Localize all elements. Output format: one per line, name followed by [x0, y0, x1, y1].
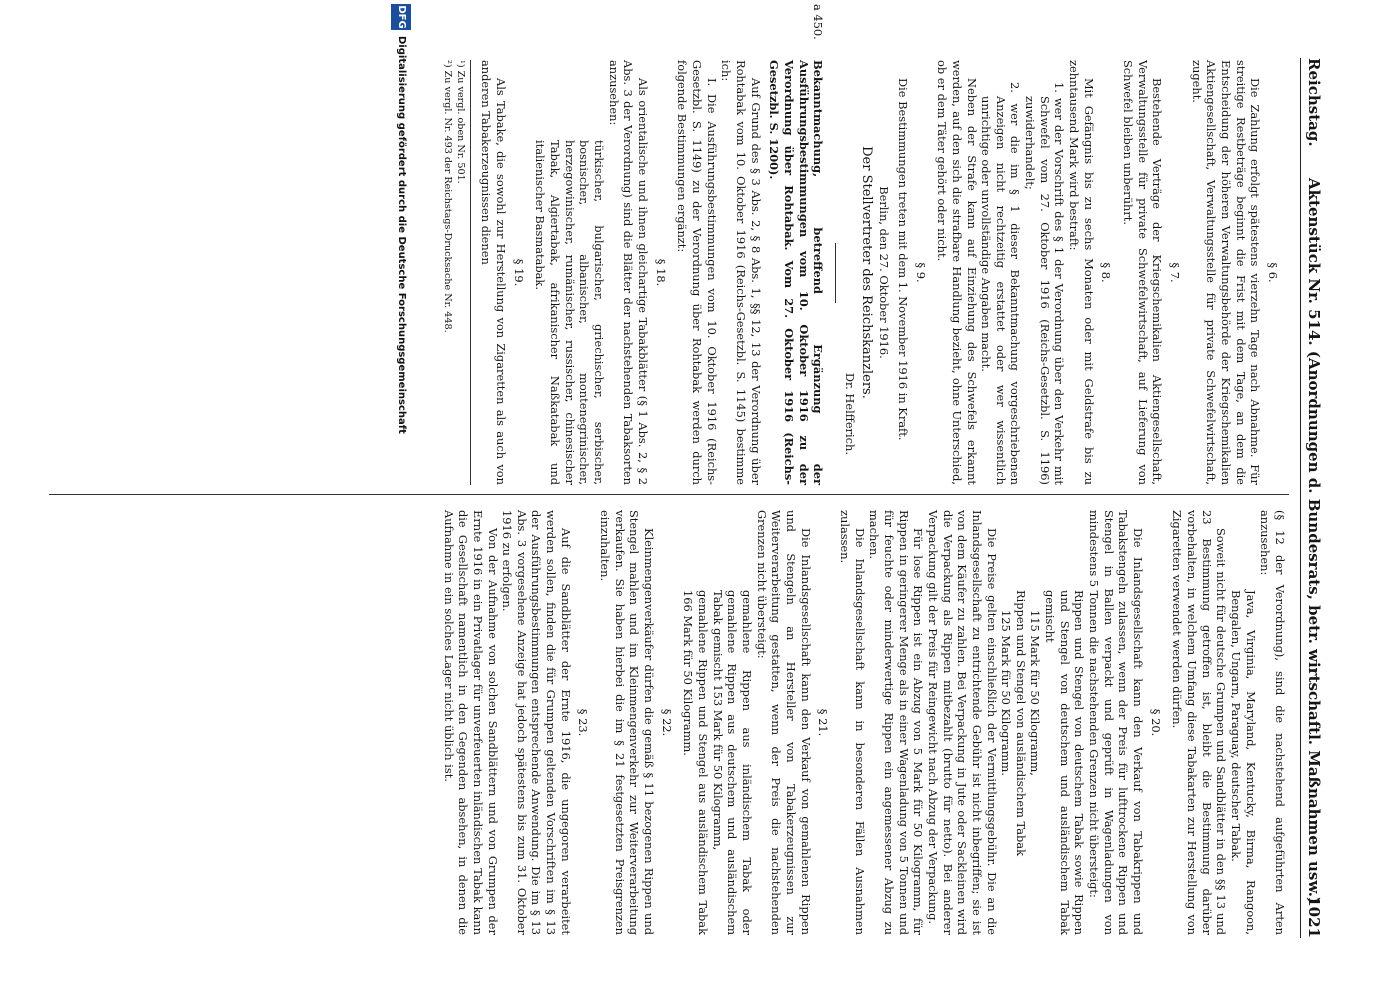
page-header [1300, 58, 1325, 938]
section-20-title: § 20. [1148, 708, 1163, 737]
footnotes [441, 60, 471, 485]
column-divider [49, 494, 1289, 495]
section-22-title: § 22. [659, 708, 674, 737]
section-18-title: § 18. [653, 258, 668, 287]
announcement-part-1: I. Die Ausführungsbestimmungen vom 10. Oktober 1916 (Reichs-Gesetzbl. S. 1149) zu der Verordnung über Rohtabak werden durch folgende Bestimmungen ergänzt: [675, 60, 719, 485]
separator-line [835, 243, 836, 303]
section-21-item-b: gemahlene Rippen und Stengel aus ausländischem Tabak 166 Mark für 50 Kilogramm. [681, 590, 711, 935]
section-19-title: § 19. [511, 258, 526, 287]
section-18-list: türkischer, bulgarischer, griechischer, serbischer, bosnischer, albanischer, montenegrinischer, herzegowinischer, rumänischer, russischer, chinesischer Tabak, Algiertabak, afrikanischer Naßkatabak und italienischer Basmatabak. [533, 140, 607, 485]
section-7-text: Bestehende Verträge der Kriegschemikalien Aktiengesellschaft, Verwaltungsstelle für private Schwefelwirtschaft, auf Lieferung von Schwefel bleiben unberührt. [1121, 60, 1165, 485]
section-21-title: § 21. [816, 708, 831, 737]
header-title: Aktenstück Nr. 514. (Anordnungen d. Bundesrats, betr. wirtschaftl. Maßnahmen usw.) [1305, 178, 1323, 905]
dfg-logo: DFG [391, 4, 411, 30]
announcement-number: a 450. [811, 4, 826, 40]
right-column [441, 510, 1287, 935]
footnote-1: ¹) Zu vergl. oben Nr. 501. [454, 60, 466, 184]
section-20-price-a: 115 Mark für 50 Kilogramm, [1028, 610, 1043, 776]
section-8-text-2: Neben der Strafe kann auf Einziehung des Schwefels erkannt werden, auf den sich die strafbare Handlung bezieht, ohne Unterschied, ob er dem Täter gehört oder nicht. [935, 60, 979, 485]
section-8-item-1: 1. wer der Vorschrift des § 1 der Verordnung über den Verkehr mit Schwefel vom 27. Oktober 1916 (Reichs-Gesetzbl. S. 1196) zuwiderhandelt; [1023, 82, 1067, 485]
section-20-text-2: Die Preise gelten einschließlich der Vermittlungsgebühr. Die an die Inlandsgesellschaft zu entrichtende Gebühr ist nicht inbegriffen; sie ist von dem Käufer zu zahlen. Bei Verpackung in Jute oder Sackleinen wird die Verpackung als Rippen mitbezahlt (brutto für netto). Bei anderer Verpackung gilt der Preis für Reingewicht nach Abzug der Verpackung. [925, 510, 999, 935]
section-9-title: § 9. [913, 262, 928, 283]
signer-title: Der Stellvertreter des Reichskanzlers. [858, 146, 874, 399]
dfg-footer [383, 0, 415, 1000]
dfg-credit-text: Digitalisierung gefördert durch die Deutsche Forschungsgemeinschaft [396, 36, 407, 434]
section-21-item-a: gemahlene Rippen aus inländischem Tabak oder gemahlene Rippen aus deutschem und ausländischem Tabak gemischt 153 Mark für 50 Kilogramm, [710, 590, 755, 935]
signer-name: Dr. Helfferich. [842, 372, 857, 455]
section-20-item-b: Rippen und Stengel von ausländischem Tabak [1013, 590, 1028, 856]
section-23-title: § 23. [576, 708, 591, 737]
section-8-list [979, 82, 1067, 485]
section-6-title: § 6. [1266, 262, 1280, 283]
tobacco-types-list: Java, Virginia, Maryland, Kentucky, Birma, Rangoon, Bengalen, Ungarn, Paraguay, deutscher Tabak. [1229, 590, 1258, 935]
section-7-title: § 7. [1168, 262, 1183, 283]
section-20-text-4: Die Inlandsgesellschaft kann in besonderen Fällen Ausnahmen zulassen. [837, 510, 867, 935]
section-20-price-b: 125 Mark für 50 Kilogramm. [999, 610, 1014, 776]
section-20-item-a: Rippen und Stengel von deutschem Tabak sowie Rippen und Stengel von deutschem und ausländischem Tabak gemischt [1043, 590, 1087, 935]
section-23-text: Auf die Sandblätter der Ernte 1916, die ungegoren verarbeitet werden sollen, finden die für Grumpen geltenden Vorschriften im § 13 der Ausführungsbestimmungen entsprechende Anwendung. Die im § 13 Abs. 3 vorgesehene Anzeige hat jedoch spätestens bis zum 31. Oktober 1916 zu erfolgen. [500, 510, 573, 935]
header-left: Reichstag. [1305, 58, 1323, 147]
left-column [441, 4, 1287, 485]
section-9-text: Die Bestimmungen treten mit dem 1. November 1916 in Kraft. [895, 78, 910, 441]
continuation-text: (§ 12 der Verordnung), sind die nachstehend aufgeführten Arten anzusehen: [1258, 510, 1287, 935]
place-date: Berlin, den 27. Oktober 1916. [877, 186, 892, 359]
footnote-2: ²) Zu vergl. Nr. 493 der Reichstags-Drucksache Nr. 448. [442, 60, 454, 333]
section-19-text: Als Tabake, die sowohl zur Herstellung von Zigaretten als auch von anderen Tabakerzeugnissen dienen [479, 60, 509, 485]
section-22-text: Kleinmengenverkäufer dürfen die gemäß § 11 bezogenen Rippen und Stengel mahlen und im Kleinmengenverkehr zur Weiterverarbeitung verkaufen. Sie haben hierbei die im § 21 festgesetzten Preisgrenzen einzuhalten. [598, 510, 657, 935]
page-number: 1021 [1305, 896, 1323, 938]
announcement-title: Bekanntmachung, betreffend Ergänzung der Ausführungsbestimmungen vom 10. Oktober 1916 zu der Verordnung über Rohtabak. Vom 27. Oktober 1916 (Reichs-Gesetzbl. S. 1200). [767, 60, 826, 485]
announcement-intro: Auf Grund des § 3 Abs. 2, § 8 Abs. 1, §§ 12, 13 der Verordnung über Rohtabak vom 10. Oktober 1916 (Reichs-Gesetzbl. S. 1145) bestimme ich: [719, 60, 763, 485]
continuation-text-2: Soweit nicht für deutsche Grumpen und Sandblätter in den §§ 13 und 23 Bestimmung getroffen ist, bleibt die Bestimmung darüber vorbehalten, in welchem Umfang diese Tabakarten zur Herstellung von Zigaretten verwendet werden dürfen. [1170, 510, 1229, 935]
section-6-text: Die Zahlung erfolgt spätestens vierzehn Tage nach Abnahme. Für streitige Restbeträge beginnt die Frist mit dem Tage, an dem die Entscheidung der höheren Verwaltungsbehörde der Kriegschemikalien Aktiengesellschaft, Verwaltungsstelle für private Schwefelwirtschaft, zugeht. [1189, 60, 1263, 485]
section-21-text: Die Inlandsgesellschaft kann den Verkauf von gemahlenen Rippen und Stengeln an Hersteller von Tabakerzeugnissen zur Weiterverarbeitung gestatten, wenn der Preis die nachstehenden Grenzen nicht übersteigt: [754, 510, 813, 935]
section-18-text: Als orientalische und ihnen gleichartige Tabakblätter (§ 1 Abs. 2, § 2 Abs. 3 der Verordnung) sind die Blätter der nachstehenden Tabaksorten anzusehen: [606, 60, 651, 485]
announcement-heading [767, 4, 826, 485]
section-8-title: § 8. [1099, 262, 1114, 283]
section-8-item-2: 2. wer die im § 1 dieser Bekanntmachung vorgeschriebenen Anzeigen nicht rechtzeitig erstattet oder wer wissentlich unrichtige oder unvollständige Angaben macht. [979, 82, 1023, 485]
section-20-text: Die Inlandsgesellschaft kann den Verkauf von Tabakrippen und Tabakstengeln zulassen, wenn der Preis für lufttrockene Rippen und Stengel in Ballen verpackt und geprüft in Wagenladungen von mindestens 5 Tonnen die nachstehenden Grenzen nicht übersteigt: [1087, 510, 1146, 935]
section-8-text: Mit Gefängnis bis zu sechs Monaten oder mit Geldstrafe bis zu zehntausend Mark wird bestraft: [1067, 60, 1096, 485]
section-23-text-2: Von der Aufnahme von solchen Sandblättern und von Grumpen der Ernte 1916 in ein Privatlager für unverfeuerten inländischen Tabak kann die Gesellschaft namentlich in den Gegenden absehen, in denen die Aufnahme in ein solches Lager nicht üblich ist. [441, 510, 500, 935]
section-20-text-3: Für lose Rippen ist ein Abzug von 5 Mark für 50 Kilogramm, für Rippen in geringerer Menge als in einer Wagenladung von 5 Tonnen und für feuchte oder minderwertige Rippen ein angemessener Abzug zu machen. [867, 510, 926, 935]
